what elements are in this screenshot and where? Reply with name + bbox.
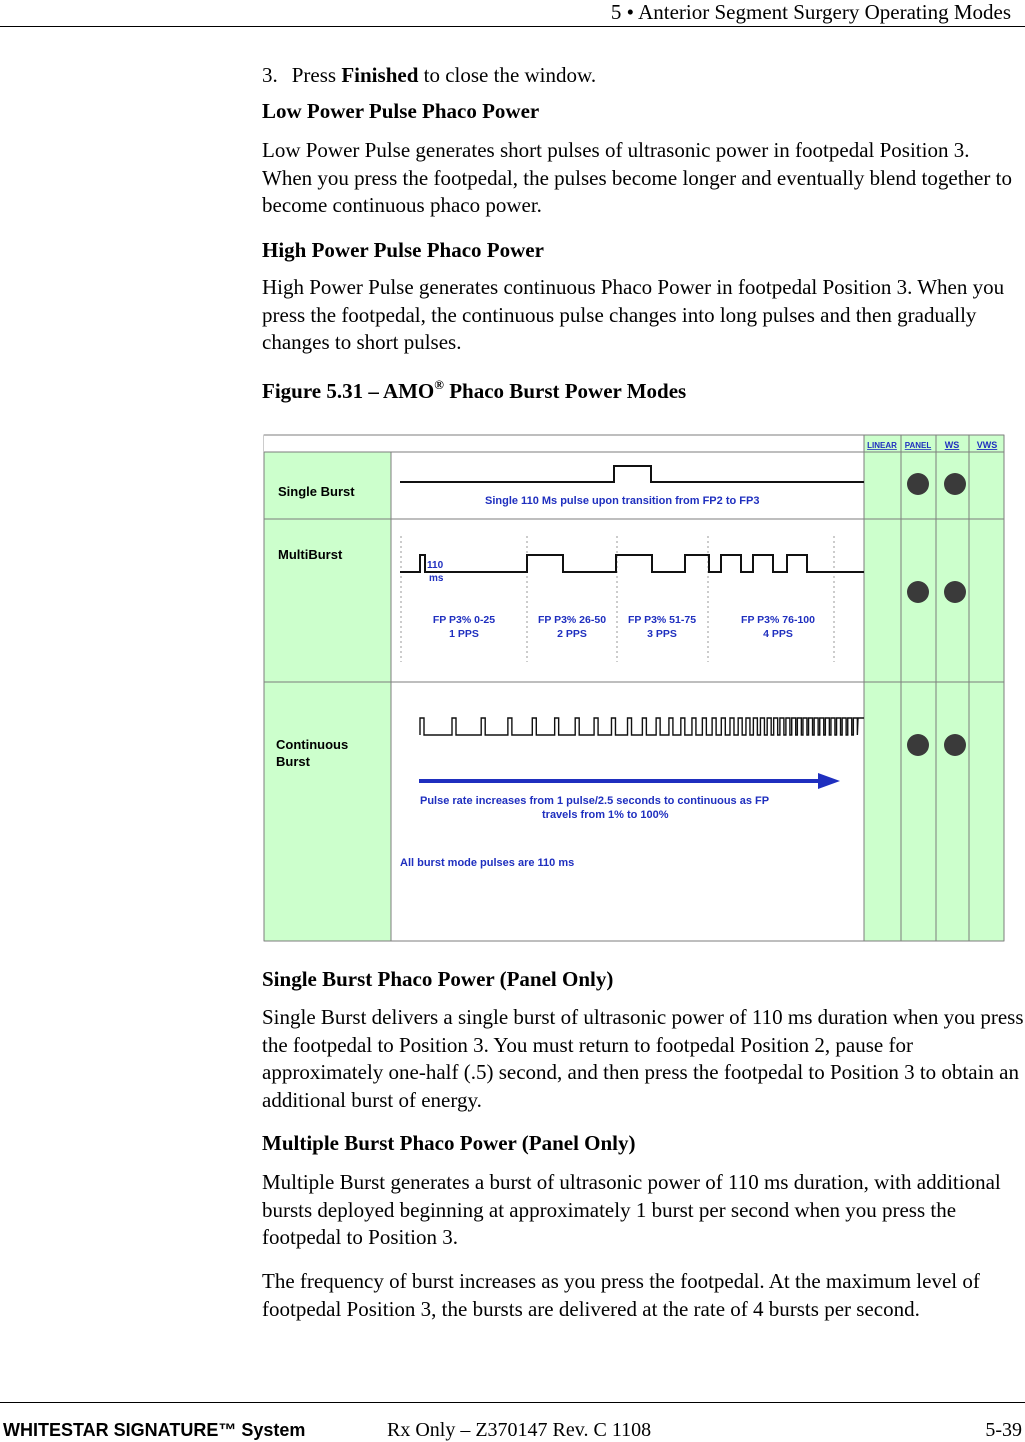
pulse-ms: ms [429,573,444,584]
registered-mark: ® [434,377,444,392]
single-burst-body: Single Burst delivers a single burst of ultrasonic power of 110 ms duration when you press the footpedal to Position 3. You must return to footpedal Position 2, pause for approximately one-half (.5) second, and then press the footpedal to Position 3 to obtain an additional burst of energy. [262,1005,1024,1112]
footer-product: WHITESTAR SIGNATURE™ System [3,1420,306,1440]
row-label-column [264,452,391,941]
single-burst-heading: Single Burst Phaco Power (Panel Only) [262,967,614,991]
arrow-text-1: Pulse rate increases from 1 pulse/2.5 seconds to continuous as FP [420,795,770,807]
multiple-burst-heading: Multiple Burst Phaco Power (Panel Only) [262,1131,636,1155]
continuous-label-2: Burst [276,754,310,769]
multi-ws-dot [944,581,966,603]
multiburst-label: MultiBurst [278,547,343,562]
col-ws: WS [944,440,960,450]
high-power-heading: High Power Pulse Phaco Power [262,238,544,262]
continuous-ws-dot [944,734,966,756]
range-1-fp: FP P3% 0-25 [432,614,496,626]
figure-caption [262,378,1024,406]
single-burst-note: Single 110 Ms pulse upon transition from FP2 to FP3 [485,495,760,507]
single-burst-label: Single Burst [278,484,355,499]
continuous-label-1: Continuous [276,737,349,752]
running-head: 5 • Anterior Segment Surgery Operating Modes [610,0,1011,24]
multi-panel-dot [907,581,929,603]
pulse-110: 110 [427,560,444,571]
range-3-fp: FP P3% 51-75 [627,614,697,626]
step-pre: Press [291,63,342,87]
range-4-fp: FP P3% 76-100 [741,614,815,626]
single-panel-dot [907,473,929,495]
caption-post: Phaco Burst Power Modes [443,379,687,403]
high-power-body: High Power Pulse generates continuous Phaco Power in footpedal Position 3. When you press the footpedal, the continuous pulse changes into long pulses and then gradually changes to short pulses. [262,275,1005,354]
range-2-fp: FP P3% 26-50 [537,614,607,626]
step-post: to close the window. [418,63,597,87]
col-linear: LINEAR [867,441,897,450]
arrow-text-2: travels from 1% to 100% [542,809,669,821]
step-number: 3. [262,63,278,87]
continuous-note: All burst mode pulses are 110 ms [400,857,575,869]
header-rule [0,26,1025,27]
low-power-heading: Low Power Pulse Phaco Power [262,99,540,123]
range-2-pps: 2 PPS [557,628,587,640]
caption-pre: Figure 5.31 – AMO [262,379,435,403]
footer-rule [0,1402,1025,1403]
footer-doc: Rx Only – Z370147 Rev. C 1108 [387,1419,652,1441]
multiple-burst-body-2: The frequency of burst increases as you press the footpedal. At the maximum level of footpedal Position 3, the bursts are delivered at the rate of 4 bursts per second. [262,1269,980,1321]
range-1-pps: 1 PPS [449,628,479,640]
multiple-burst-body-1: Multiple Burst generates a burst of ultrasonic power of 110 ms duration, with additional bursts deployed beginning at approximately 1 burst per second when you press the footpedal to Position 3. [262,1170,1001,1249]
col-panel: PANEL [904,441,932,450]
footer-page: 5-39 [985,1419,1022,1441]
burst-modes-figure [262,432,1006,944]
range-4-pps: 4 PPS [763,628,793,640]
col-vws: VWS [976,440,998,450]
single-ws-dot [944,473,966,495]
step-3 [262,62,1024,90]
finished-label: Finished [341,63,419,87]
range-3-pps: 3 PPS [647,628,677,640]
low-power-body: Low Power Pulse generates short pulses of ultrasonic power in footpedal Position 3. When you press the footpedal, the pulses become longer and eventually blend together to become continuous phaco power. [262,138,1012,217]
mode-columns-bg [864,435,1004,941]
continuous-panel-dot [907,734,929,756]
